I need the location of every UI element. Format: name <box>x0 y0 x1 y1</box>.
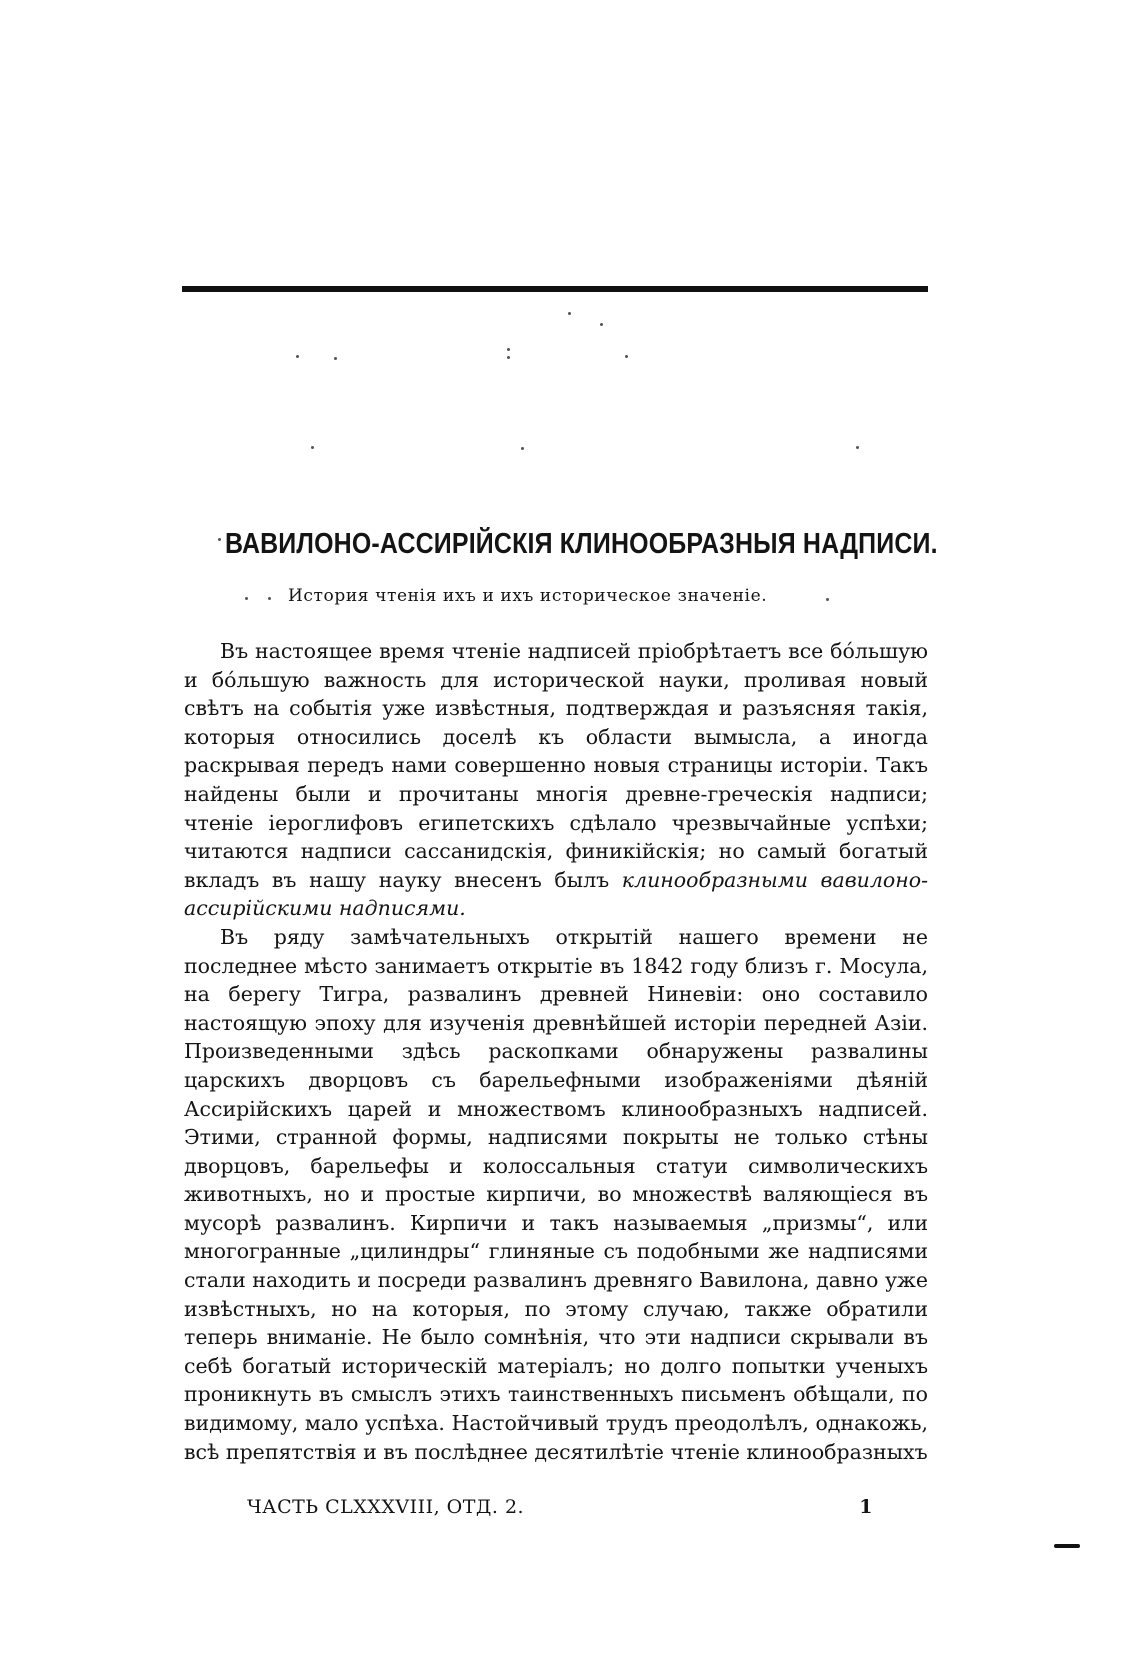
scan-speck <box>218 538 221 541</box>
scan-speck <box>334 357 337 360</box>
scan-speck <box>826 598 829 601</box>
scan-speck <box>296 355 299 358</box>
article-title: ВАВИЛОНО-АССИРІЙСКІЯ КЛИНООБРАЗНЫЯ НАДПИСИ. <box>225 528 938 560</box>
scan-speck <box>856 446 859 449</box>
emphasized-text: клинообразными вавилоно-ассирійскими надписями. <box>184 867 928 921</box>
paragraph-text: Въ настоящее время чтеніе надписей пріобрѣтаетъ все бо́льшую и бо́льшую важность для исторической науки, проливая новый свѣтъ на событія уже извѣстныя, подтверждая и разъясняя такія, которыя относились доселѣ къ области вымысла, а иногда раскрывая передъ нами совершенно новыя страницы исторіи. Такъ найдены были и прочитаны многія древне-греческія надписи; чтеніе іероглифовъ египетскихъ сдѣлало чрезвычайные успѣхи; читаются надписи сассанидскія, финикійскія; но самый богатый вкладъ въ нашу науку внесенъ былъ <box>184 639 928 892</box>
signature-mark: ЧАСТЬ CLXXXVIII, ОТД. 2. <box>247 1496 525 1518</box>
scan-speck <box>568 312 571 315</box>
scan-speck <box>600 323 603 326</box>
scan-speck <box>311 446 314 449</box>
paragraph <box>184 637 928 923</box>
article-body <box>184 637 928 1466</box>
scan-speck <box>507 348 510 351</box>
scan-speck <box>625 355 628 358</box>
scan-speck <box>521 447 524 450</box>
scan-speck <box>268 597 271 600</box>
scan-speck <box>245 597 248 600</box>
article-subtitle: История чтенія ихъ и ихъ историческое значеніе. <box>288 586 768 606</box>
paragraph: Въ ряду замѣчательныхъ открытій нашего времени не последнее мѣсто занимаетъ открытіе въ 1842 году близъ г. Мосула, на берегу Тигра, развалинъ древней Ниневіи: оно составило настоящую эпоху для изученія древнѣйшей исторіи передней Азіи. Произведенными здѣсь раскопками обнаружены развалины царскихъ дворцовъ съ барельефными изображеніями дѣяній Ассирійскихъ царей и множествомъ клинообразныхъ надписей. Этими, странной формы, надписями покрыты не только стѣны дворцовъ, барельефы и колоссальныя статуи символическихъ животныхъ, но и простые кирпичи, во множествѣ валяющіеся въ мусорѣ развалинъ. Кирпичи и такъ называемыя „призмы“, или многогранные „цилиндры“ глиняные съ подобными же надписями стали находить и посреди развалинъ древняго Вавилона, давно уже извѣстныхъ, но на которыя, по этому случаю, также обратили теперь вниманіе. Не было сомнѣнія, что эти надписи скрывали въ себѣ богатый историческій матеріалъ; но долго попытки ученыхъ проникнуть въ смыслъ этихъ таинственныхъ письменъ обѣщали, по видимому, мало успѣха. Настойчивый трудъ преодолѣлъ, однакожь, всѣ препятствія и въ послѣднее десятилѣтіе чтеніе клинообразныхъ <box>184 924 928 1464</box>
scan-speck <box>507 356 510 359</box>
page-number: 1 <box>859 1496 873 1518</box>
edge-mark <box>1054 1544 1080 1548</box>
header-rule <box>182 286 928 292</box>
